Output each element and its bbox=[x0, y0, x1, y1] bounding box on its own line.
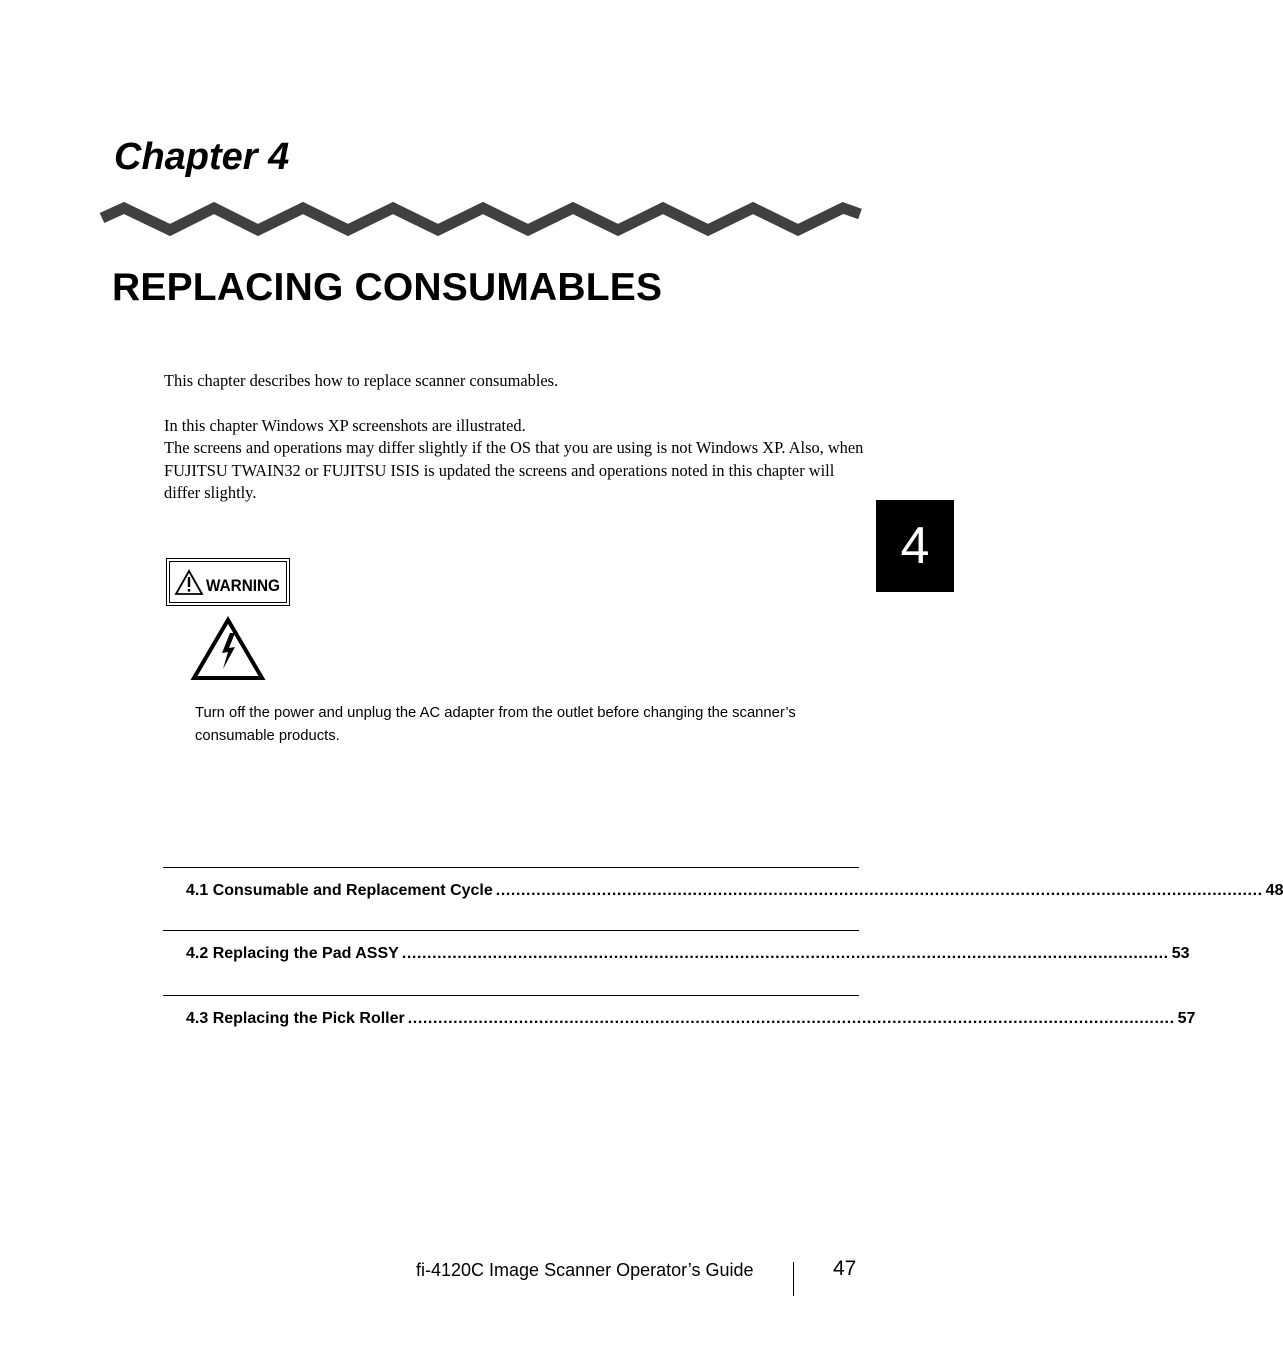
toc-leader-dots: ........................................................................................................................................................ bbox=[407, 1010, 1175, 1027]
toc-entry[interactable] bbox=[163, 930, 1190, 995]
warning-message: Turn off the power and unplug the AC adapter from the outlet before changing the scanner’s consumable products. bbox=[195, 705, 796, 744]
warning-box bbox=[166, 558, 290, 606]
toc-entry-title[interactable]: 4.2 Replacing the Pad ASSY bbox=[186, 945, 399, 962]
table-of-contents bbox=[163, 867, 1283, 1060]
toc-entry-page[interactable]: 53 bbox=[1171, 945, 1190, 962]
chapter-label: Chapter 4 bbox=[114, 136, 290, 178]
toc-entry-page[interactable]: 57 bbox=[1177, 1010, 1196, 1027]
intro-paragraph: The screens and operations may differ slightly if the OS that you are using is not Windows XP. Also, when FUJITSU TWAIN32 or FUJITSU ISIS is updated the screens and operations noted in this chapter will differ slightly. bbox=[164, 438, 864, 502]
toc-entry-title[interactable]: 4.3 Replacing the Pick Roller bbox=[186, 1010, 405, 1027]
warning-label: WARNING bbox=[206, 576, 280, 595]
toc-entry-page[interactable]: 48 bbox=[1265, 882, 1283, 899]
intro-paragraph: In this chapter Windows XP screenshots are illustrated. bbox=[164, 415, 526, 435]
footer-guide-title: fi-4120C Image Scanner Operator’s Guide bbox=[416, 1260, 754, 1280]
chapter-title: REPLACING CONSUMABLES bbox=[112, 266, 663, 309]
toc-entry[interactable] bbox=[163, 995, 1196, 1060]
intro-text bbox=[164, 370, 864, 505]
toc-leader-dots: ........................................................................................................................................................ bbox=[401, 945, 1169, 962]
zigzag-divider bbox=[100, 198, 860, 240]
page-number: 47 bbox=[833, 1257, 857, 1280]
chapter-tab bbox=[876, 500, 954, 592]
chapter-tab-number: 4 bbox=[900, 517, 930, 575]
toc-entry-title[interactable]: 4.1 Consumable and Replacement Cycle bbox=[186, 882, 493, 899]
toc-leader-dots: ........................................................................................................................................................ bbox=[495, 882, 1263, 899]
caution-triangle-icon bbox=[174, 569, 204, 596]
intro-paragraph: This chapter describes how to replace scanner consumables. bbox=[164, 371, 559, 390]
footer-separator bbox=[793, 1262, 794, 1296]
warning-inner bbox=[169, 561, 287, 603]
toc-entry[interactable] bbox=[163, 867, 1283, 930]
electric-shock-icon bbox=[190, 617, 266, 681]
